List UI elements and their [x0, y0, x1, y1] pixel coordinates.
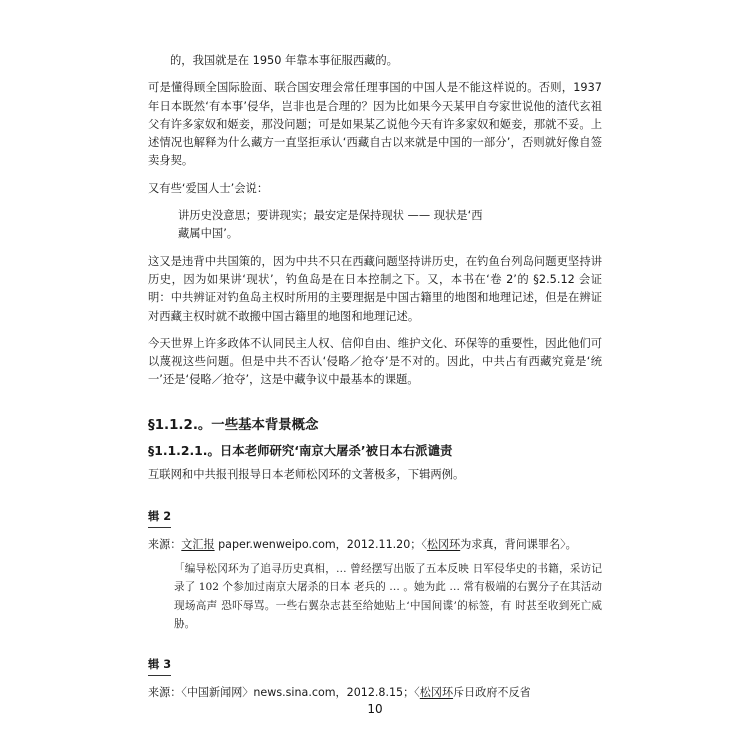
paragraph-5: 今天世界上许多政体不认同民主人权、信仰自由、维护文化、环保等的重要性，因此他们可以蔑视这些问题。但是中共不否认‘侵略／抢夺’是不对的。因此，中共占有西藏究竟是‘统一’还是‘侵略／抢夺’，这是中藏争议中最基本的课题。	[148, 336, 602, 387]
blockquote-line-2: 藏属中国’。	[178, 227, 239, 241]
source-title-link[interactable]: 松冈环	[426, 537, 461, 551]
blockquote-quote	[148, 207, 602, 244]
reference-source-2	[148, 536, 602, 554]
source-tail: 为求真，背问课罪名〉。	[460, 537, 577, 551]
paragraph-2: 可是懂得顾全国际脸面、联合国安理会常任理事国的中国人是不能这样说的。否则，1937 年日本既然‘有本事’侵华，岂非也是合理的？因为比如果今天某甲自夸家世说他的渣代玄祖父有许多家奴和姬妾，那没问题；可是如果某乙说他今天有许多家奴和姬妾，那就不妥。上述情况也解释为什么藏方一直坚拒承认‘西藏自古以来就是中国的一部分’，否则就好像自签卖身契。	[148, 81, 602, 168]
reference-quote-2	[172, 560, 602, 634]
source-prefix-2: 来源：	[148, 686, 182, 700]
paragraph-intro: 互联网和中共报刊报导日本老师松冈环的文著极多，下辑两例。	[148, 468, 465, 482]
reference-label-2: 辑 2	[148, 509, 171, 528]
source-rest: paper.wenweipo.com，2012.11.20；〈	[214, 537, 427, 551]
quote-line-1: 「编导松冈环为了追寻历史真相，… 曾经摆写出版了五本反映	[174, 562, 469, 575]
blockquote-line-1: 讲历史没意思；要讲现实；最安定是保持现状 —— 现状是‘西	[178, 209, 483, 223]
section-heading-1-1-2-1: §1.1.2.1.。日本老师研究‘南京大屠杀’被日本右派谴责	[148, 442, 453, 458]
quote-line-5: 时甚至收到死亡威胁。	[174, 599, 603, 630]
document-body	[148, 52, 602, 708]
quote-line-2: 日军侵华史的书籍，采访记录了 102 个参加过南京大屠杀的日本	[174, 562, 602, 594]
reference-block-1	[148, 497, 602, 532]
quote-line-3: 老兵的 … 。她为此 … 常有极端的右翼分子在其活动现场高声	[174, 581, 603, 612]
reference-source-3	[148, 684, 602, 702]
paragraph-1: 的，我国就是在 1950 年靠本事征服西藏的。	[170, 54, 398, 67]
source-name-link[interactable]: 文汇报	[181, 537, 215, 551]
page-number: 10	[367, 702, 383, 716]
source-title-link-2[interactable]: 松冈环	[419, 686, 454, 700]
paragraph-3: 又有些‘爱国人士’会说：	[148, 181, 269, 195]
source-tail-2: 斥日政府不反省	[453, 686, 531, 700]
paragraph-4: 这又是违背中共国策的，因为中共不只在西藏问题坚持讲历史，在钓鱼台列岛问题更坚持讲历史，因为如果讲‘现状’，钓鱼岛是在日本控制之下。又，本书在‘卷 2’的 §2.5.12 会证明：中共辨证对钓鱼岛主权时所用的主要理据是中国古籍里的地图和地理记述，但是在辨证对西藏主权时就不敢搬中国古籍里的地图和地理记述。	[148, 254, 602, 323]
source-prefix: 来源：	[148, 537, 182, 551]
section-heading-1-1-2: §1.1.2.。一些基本背景概念	[148, 417, 319, 433]
quote-line-4: 恐吓辱骂。一些右翼杂志甚至给她贴上‘中国间谍’的标签，有	[221, 599, 512, 612]
source-name-2: 〈中国新闻网〉news.sina.com，2012.8.15；〈	[181, 686, 420, 700]
reference-block-2	[148, 645, 602, 680]
reference-label-3: 辑 3	[148, 657, 171, 676]
